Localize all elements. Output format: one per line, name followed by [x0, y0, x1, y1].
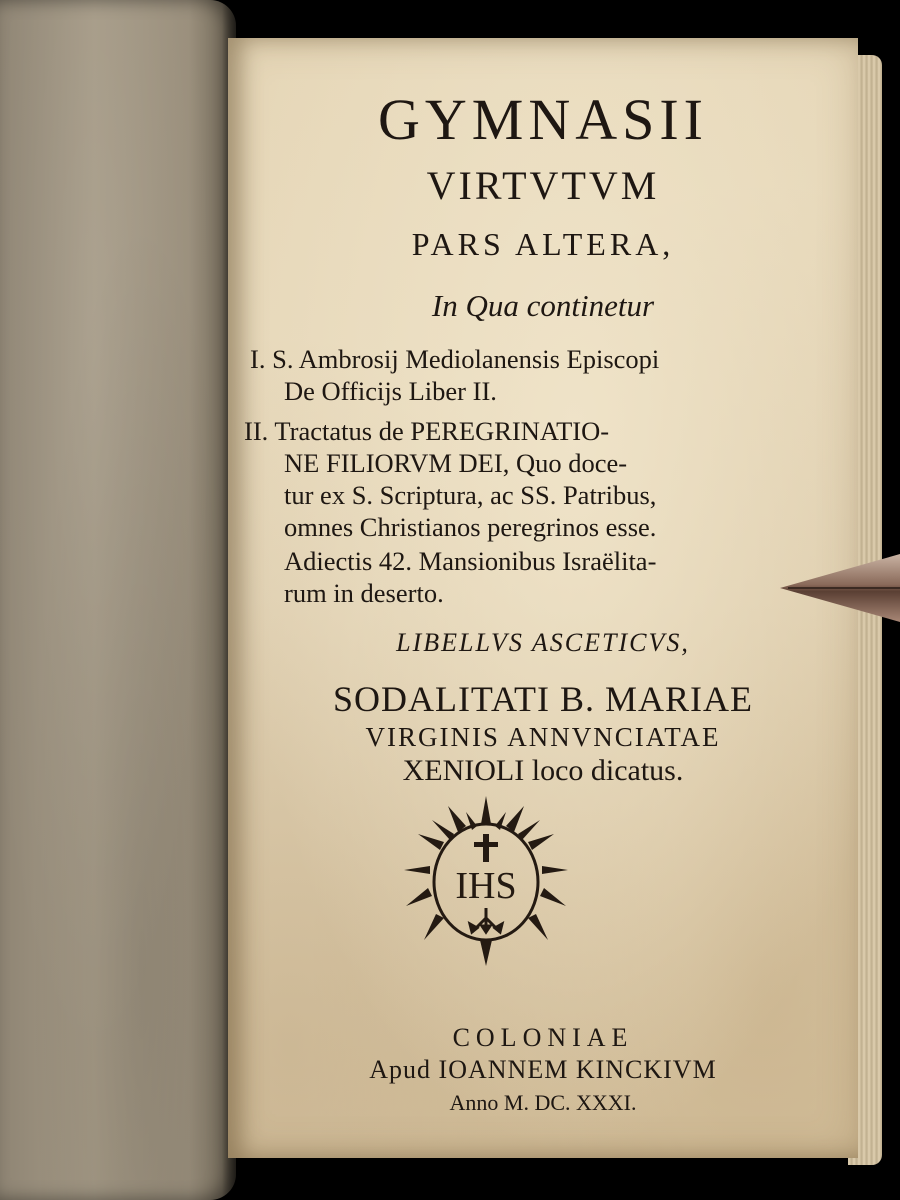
contents-line: rum in deserto. — [284, 578, 444, 608]
contents-line: I. S. Ambrosij Mediolanensis Episcopi — [250, 344, 660, 374]
contents-line: II. Tractatus de PEREGRINATIO- — [244, 416, 610, 446]
contents-line: De Officijs Liber II. — [284, 376, 497, 406]
contents-line: omnes Christianos peregrinos esse. — [284, 512, 657, 542]
title-line-1: GYMNASII — [378, 87, 708, 152]
contents-line: NE FILIORVM DEI, Quo doce- — [284, 448, 628, 478]
dedication-line-1: SODALITATI B. MARIAE — [332, 679, 754, 719]
title-line-3: PARS ALTERA, — [411, 226, 675, 262]
title-line-2: VIRTVTVM — [426, 163, 660, 208]
dedication-line-3: XENIOLI loco dicatus. — [402, 754, 684, 787]
ihs-emblem-icon — [396, 790, 576, 970]
paper-knife-bookmark — [778, 548, 900, 628]
imprint-publisher: Apud IOANNEM KINCKIVM — [369, 1055, 717, 1084]
imprint-year: Anno M. DC. XXXI. — [449, 1090, 637, 1115]
book-cover-board — [0, 0, 236, 1200]
subtitle-intro: In Qua continetur — [431, 288, 655, 323]
title-page — [228, 38, 858, 1158]
dedication-line-2: VIRGINIS ANNVNCIATAE — [365, 722, 721, 752]
libellus-line: LIBELLVS ASCETICVS, — [396, 628, 690, 657]
emblem-text: IHS — [455, 865, 517, 907]
imprint-place: COLONIAE — [452, 1023, 634, 1052]
contents-line: tur ex S. Scriptura, ac SS. Patribus, — [284, 480, 657, 510]
contents-line: Adiectis 42. Mansionibus Israëlita- — [284, 546, 657, 576]
